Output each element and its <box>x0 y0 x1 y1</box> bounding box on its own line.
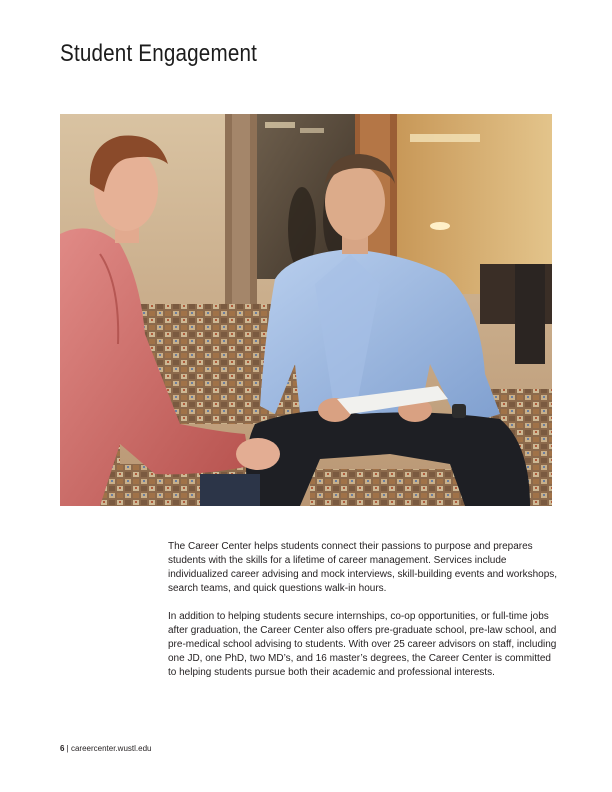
page-number: 6 <box>60 744 65 753</box>
paragraph-advising: In addition to helping students secure internships, co-op opportunities, or full-time jobs after graduation, the Career Center also offers pre-graduate school, pre-law school, and pre-medical school advising to students. With over 25 career advisors on staff, including one JD, one PhD, two MD’s, and 16 master’s degrees, the Career Center is committed to helping students pursue both their academic and professional interests. <box>168 611 557 678</box>
body-text <box>168 540 560 694</box>
footer-url: careercenter.wustl.edu <box>70 744 152 753</box>
advising-photo <box>60 114 552 506</box>
page-footer <box>60 744 151 753</box>
page-title: Student Engagement <box>60 40 258 67</box>
footer-separator: | <box>64 744 71 753</box>
paragraph-services: The Career Center helps students connect their passions to purpose and prepares students with the skills for a lifetime of career management. Services include individualized career advising and mock interviews, skill-building events and workshops, search teams, and quick questions walk-in hours. <box>168 541 558 594</box>
